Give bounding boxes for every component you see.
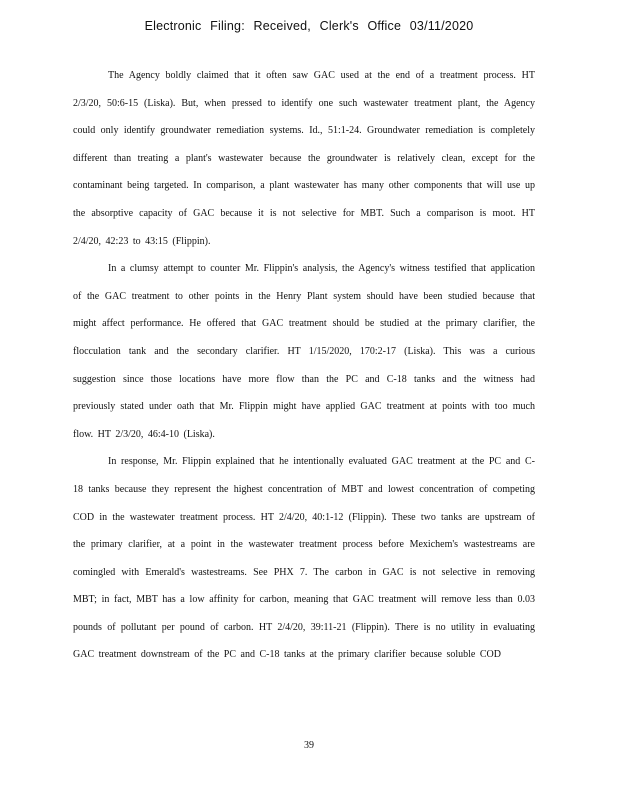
filing-stamp-header: Electronic Filing: Received, Clerk's Office 03/11/2020 xyxy=(144,19,474,33)
paragraph-flippin-response: In response, Mr. Flippin explained that he intentionally evaluated GAC treatment at the PC and C-18 tanks because they represent the highest concentration of MBT and lowest concentration of competing COD in the wastewater treatment process. HT 2/4/20, 40:1-12 (Flippin). These two tanks are upstream of the primary clarifier, at a point in the wastewater treatment process before Mexichem's wastestreams are comingled with Emerald's wastestreams. See PHX 7. The carbon in GAC is not selective in removing MBT; in fact, MBT has a low affinity for carbon, meaning that GAC treatment will remove less than 0.03 pounds of pollutant per pound of carbon. HT 2/4/20, 39:11-21 (Flippin). There is no utility in evaluating GAC treatment downstream of the PC and C-18 tanks at the primary clarifier because soluble COD xyxy=(73,456,535,661)
document-body xyxy=(73,62,535,669)
paragraph-gac-other-points: In a clumsy attempt to counter Mr. Flippin's analysis, the Agency's witness testified that application of the GAC treatment to other points in the Henry Plant system should have been studied because that might affect performance. He offered that GAC treatment should be studied at the primary clarifier, the flocculation tank and the secondary clarifier. HT 1/15/2020, 170:2-17 (Liska). This was a curious suggestion since those locations have more flow than the PC and C-18 tanks and the witness had previously stated under oath that Mr. Flippin might have applied GAC treatment at points with too much flow. HT 2/3/20, 46:4-10 (Liska). xyxy=(73,263,535,440)
paragraph-gac-groundwater: The Agency boldly claimed that it often saw GAC used at the end of a treatment process. HT 2/3/20, 50:6-15 (Liska). But, when pressed to identify one such wastewater treatment plant, the Agency could only identify groundwater remediation systems. Id., 51:1-24. Groundwater remediation is completely different than treating a plant's wastewater because the groundwater is relatively clean, except for the contaminant being targeted. In comparison, a plant wastewater has many other components that will use up the absorptive capacity of GAC because it is not selective for MBT. Such a comparison is moot. HT 2/4/20, 42:23 to 43:15 (Flippin). xyxy=(73,70,535,247)
page-number: 39 xyxy=(304,740,314,751)
